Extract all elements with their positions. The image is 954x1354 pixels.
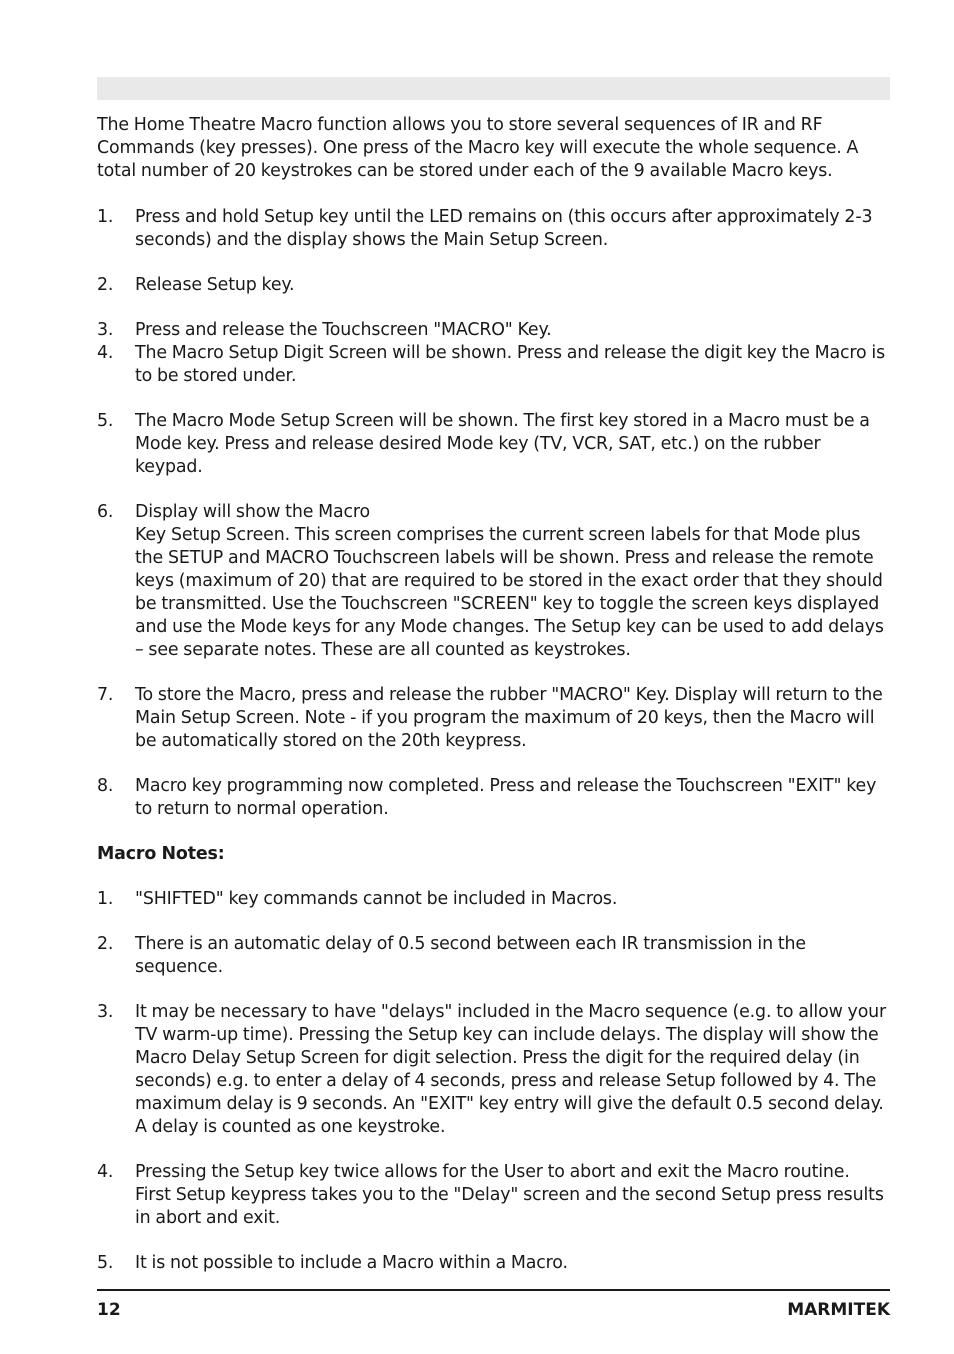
step-text-line: Key Setup Screen. This screen comprises the current screen labels for that Mode plus the SETUP and MACRO Touchscreen labels will be shown. Press and release the remote keys (maximum of 20) that are required to be stored in the exact order that they should be transmitted. Use the Touchscreen "SCREEN" key to toggle the screen keys displayed and use the Mode keys for any Mode changes. The Setup key can be used to add delays – see separate notes. These are all counted as keystrokes. [135, 525, 884, 660]
page-content [97, 114, 890, 1275]
step-number: 7. [97, 685, 114, 705]
brand-name: MARMITEK [787, 1300, 890, 1320]
step-number: 3. [97, 320, 114, 340]
step-text: The Macro Setup Digit Screen will be shown. Press and release the digit key the Macro is to be stored under. [135, 343, 885, 386]
list-item [97, 274, 890, 297]
step-text: Release Setup key. [135, 275, 295, 295]
notes-heading: Macro Notes: [97, 844, 225, 864]
list-item [97, 342, 890, 388]
step-text [135, 501, 890, 662]
note-text: It is not possible to include a Macro within a Macro. [135, 1253, 568, 1273]
step-text: Macro key programming now completed. Press and release the Touchscreen "EXIT" key to return to normal operation. [135, 776, 877, 819]
steps-list [97, 206, 890, 821]
note-text: "SHIFTED" key commands cannot be included in Macros. [135, 889, 618, 909]
step-number: 6. [97, 502, 114, 522]
note-number: 3. [97, 1002, 114, 1022]
step-number: 2. [97, 275, 114, 295]
step-text: The Macro Mode Setup Screen will be shown. The first key stored in a Macro must be a Mode key. Press and release desired Mode key (TV, VCR, SAT, etc.) on the rubber keypad. [135, 411, 870, 477]
footer-divider [97, 1289, 890, 1291]
page-footer [97, 1299, 890, 1321]
list-item [97, 1001, 890, 1139]
list-item [97, 206, 890, 252]
note-number: 2. [97, 934, 114, 954]
list-item [97, 410, 890, 479]
note-number: 4. [97, 1162, 114, 1182]
list-item [97, 933, 890, 979]
step-text: Press and hold Setup key until the LED remains on (this occurs after approximately 2-3 seconds) and the display shows the Main Setup Screen. [135, 207, 873, 250]
list-item [97, 684, 890, 753]
page-number: 12 [97, 1300, 121, 1320]
note-number: 5. [97, 1253, 114, 1273]
list-item [97, 775, 890, 821]
step-number: 4. [97, 343, 114, 363]
step-number: 8. [97, 776, 114, 796]
list-item [97, 888, 890, 911]
note-number: 1. [97, 889, 114, 909]
step-number: 5. [97, 411, 114, 431]
list-item [97, 1161, 890, 1230]
intro-paragraph: The Home Theatre Macro function allows you to store several sequences of IR and RF Commands (key presses). One press of the Macro key will execute the whole sequence. A total number of 20 keystrokes can be stored under each of the 9 available Macro keys. [97, 115, 859, 181]
note-text: Pressing the Setup key twice allows for the User to abort and exit the Macro routine. First Setup keypress takes you to the "Delay" screen and the second Setup press results in abort and exit. [135, 1162, 884, 1228]
header-bar [97, 77, 890, 100]
notes-list [97, 888, 890, 1275]
step-number: 1. [97, 207, 114, 227]
list-item [97, 501, 890, 662]
step-text: Press and release the Touchscreen "MACRO" Key. [135, 320, 552, 340]
step-text: To store the Macro, press and release the rubber "MACRO" Key. Display will return to the Main Setup Screen. Note - if you program the maximum of 20 keys, then the Macro will be automatically stored on the 20th keypress. [135, 685, 883, 751]
note-text: There is an automatic delay of 0.5 second between each IR transmission in the sequence. [135, 934, 806, 977]
note-text: It may be necessary to have "delays" included in the Macro sequence (e.g. to allow your TV warm-up time). Pressing the Setup key can include delays. The display will show the Macro Delay Setup Screen for digit selection. Press the digit for the required delay (in seconds) e.g. to enter a delay of 4 seconds, press and release Setup followed by 4. The maximum delay is 9 seconds. An "EXIT" key entry will give the default 0.5 second delay. A delay is counted as one keystroke. [135, 1002, 887, 1137]
list-item [97, 319, 890, 342]
step-text-line: Display will show the Macro [135, 502, 370, 522]
list-item [97, 1252, 890, 1275]
